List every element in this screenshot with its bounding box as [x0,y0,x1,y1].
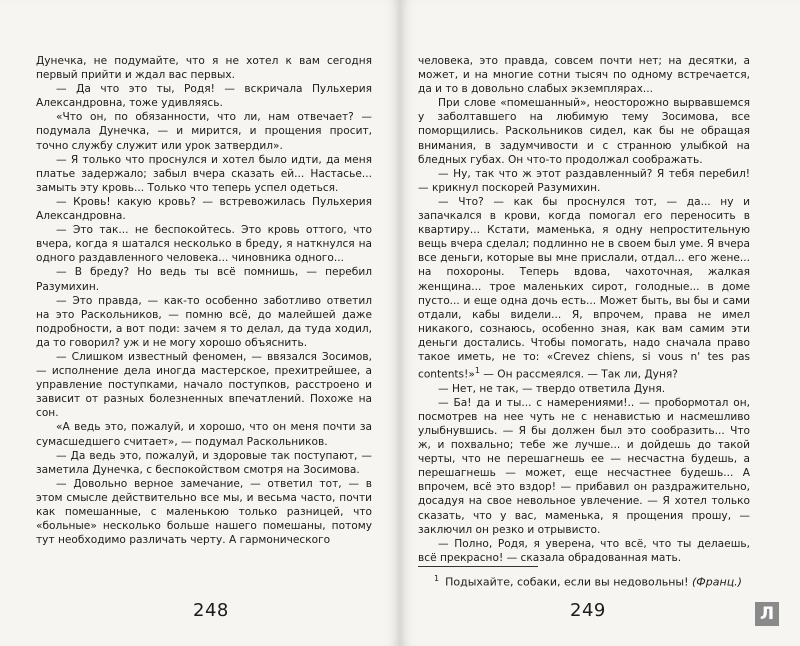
publisher-logo-icon: Л [755,602,779,626]
quote-after: — Он рассмеялся. — Так ли, Дуня? [479,368,678,381]
paragraph: — Довольно верное замечание, — ответил тот, — в этом смысле действительно все мы, и весьма часто, почти как помешанные, с маленькою только разницей, что «больные» несколько больше нашего помешаны, потому тут необходимо различать черту. А гармонического [36,477,372,547]
paragraph: — Это так... не беспокойтесь. Это кровь оттого, что вчера, когда я шатался несколько в бреду, я наткнулся на одного раздавленного человека... чиновника одного... [36,224,372,265]
paragraph: человека, это правда, совсем почти нет; на десятки, а может, и на многие сотни тысяч по одному встречается, да и то в довольно слабых экземплярах... [418,55,750,96]
paragraph: Дунечка, не подумайте, что я не хотел к вам сегодня первый прийти и ждал вас первых. [36,55,372,82]
right-page-text [418,54,750,565]
footnote-marker: 1 [474,366,480,376]
paragraph: — Полно, Родя, я уверена, что всё, что ты делаешь, всё прекрасно! — сказала обрадованная мать. [418,537,750,564]
paragraph: При слове «помешанный», неосторожно вырвавшемся у заболтавшего на любимую тему Зосимова, все поморщились. Раскольников сидел, как бы не обращая внимания, в задумчивости и с странною улыбкой на бледных губах. Он что-то продолжал соображать. [418,97,750,166]
paragraph: — Ну, так что ж этот раздавленный? Я тебя перебил! — крикнул поскорей Разумихин. [418,167,750,194]
paragraph: — Да ведь это, пожалуй, и здоровые так поступают, — заметила Дунечка, с беспокойством смотря на Зосимова. [36,449,372,476]
french-quote: «Crevez chiens, si vous n' tes pas contents!» [418,350,750,381]
left-page-text [36,54,372,547]
paragraph [418,195,750,382]
footnote-source: (Франц.) [692,575,742,589]
paragraph: — В бреду? Но ведь ты всё помнишь, — перебил Разумихин. [36,266,372,293]
footnote-number: 1 [434,574,440,583]
paragraph: — Слишком известный феномен, — ввязался Зосимов, — исполнение дела иногда мастерское, прехитрейшее, а управление поступками, начало поступков, расстроено и зависит от разных болезненных впечатлений. Похоже на сон. [36,350,372,420]
paragraph-text: — Что? — как бы проснулся тот, — да... ну и запачкался в крови, когда помогал его переносить в квартиру... Кстати, маменька, я одну непростительную вещь вчера сделал; подлинно не в своем был уме. Я вчера все деньги, которые вы мне прислали, отдал... его жене... на похороны. Теперь вдова, чахоточная, жалкая женщина... трое маленьких сирот, голодные... в доме пусто... и еще одна дочь есть... Может быть, вы бы и сами отдали, кабы видели... Я, впрочем, права не имел никакого, сознаюсь, особенно зная, как вам самим эти деньги достались. Чтобы помогать, надо сначала право такое иметь, не то: [418,195,750,363]
paragraph: — Кровь! какую кровь? — встревожилась Пульхерия Александровна. [36,195,372,223]
paragraph: — Я только что проснулся и хотел было идти, да меня платье задержало; забыл вчера сказать ей... Настасье... замыть эту кровь... Только что теперь успел одеться. [36,153,372,194]
footnote-text: Подыхайте, собаки, если вы недовольны! [445,575,689,589]
paragraph: «Что он, по обязанности, что ли, нам отвечает? — подумала Дунечка, — и мирится, и прощения просит, точно службу служит или урок затвердил». [36,111,372,152]
paragraph: — Ба! да и ты... с намерениями!.. — пробормотал он, посмотрев на нее чуть не с ненавистью и насмешливо улыбнувшись. — Я бы должен был это сообразить... Что ж, и похвально; тебе же лучше... и дойдешь до такой черты, что не перешагнешь ее — несчастна будешь, а перешагнешь — может, еще несчастнее будешь... А впрочем, всё это вздор! — прибавил он раздражительно, досадуя на свое невольное увлечение. — Я хотел только сказать, что у вас, маменька, я прощения прошу, — заключил он резко и отрывисто. [418,396,750,536]
paragraph: — Нет, не так, — твердо ответила Дуня. [438,382,666,395]
paragraph: — Да что это ты, Родя! — вскричала Пульхерия Александровна, тоже удивляясь. [36,83,372,110]
paragraph: — Это правда, — как-то особенно заботливо ответил на это Раскольников, — помню всё, до малейшей даже подробности, а вот поди: зачем я то делал, да туда ходил, да то говорил? уж и не могу хорошо объяснить. [36,294,372,349]
paragraph: «А ведь это, пожалуй, и хорошо, что он меня почти за сумасшедшего считает», — подумал Раскольников. [36,421,372,448]
page-number-left: 248 [193,600,229,621]
footnote-divider [418,566,538,567]
footnote [434,572,754,590]
page-number-right: 249 [570,600,606,621]
